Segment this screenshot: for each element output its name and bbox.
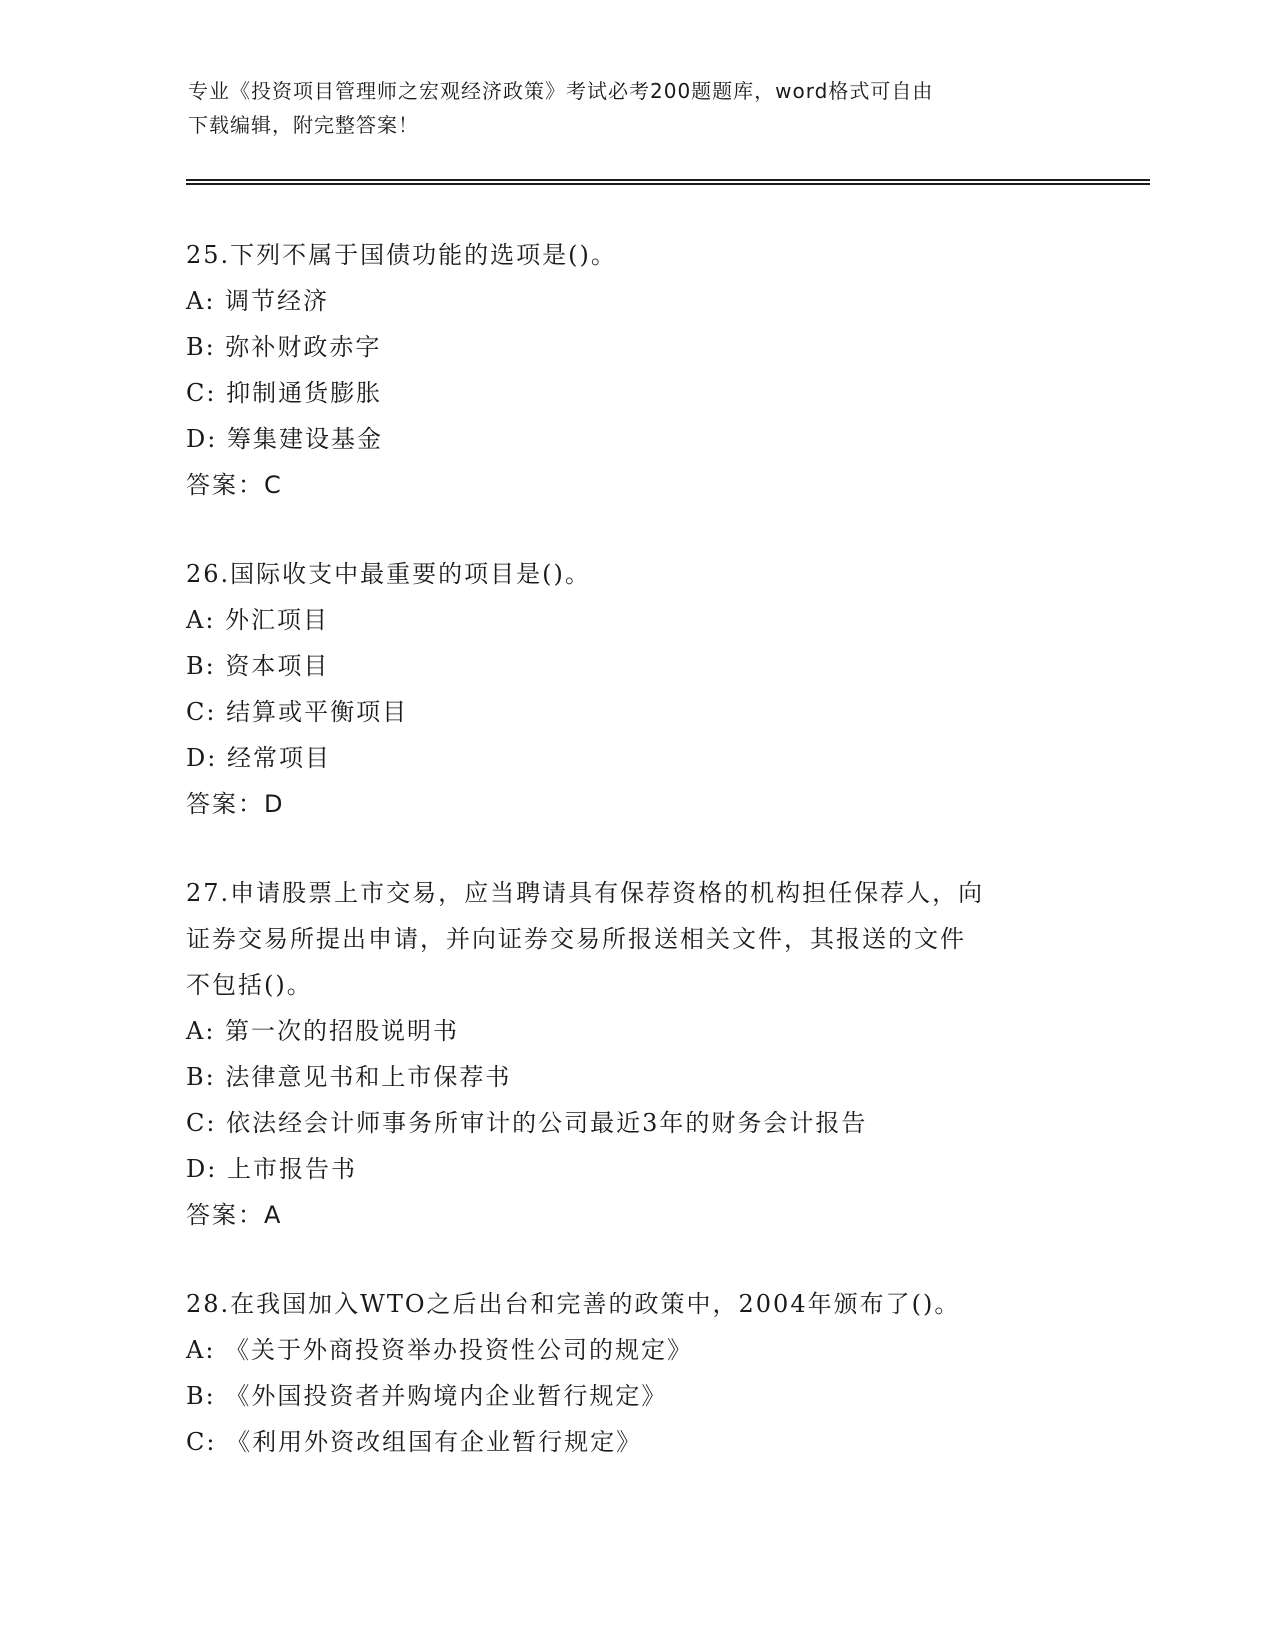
option-a: A: 调节经济 [186, 287, 330, 315]
option-b: B: 法律意见书和上市保荐书 [186, 1063, 512, 1091]
option-a: A: 第一次的招股说明书 [186, 1017, 460, 1045]
header-rule-top [186, 179, 1150, 181]
option-a: A: 《关于外商投资举办投资性公司的规定》 [186, 1336, 694, 1364]
option-d: D: 筹集建设基金 [186, 425, 383, 453]
header-rule-bottom [186, 183, 1150, 185]
question-stem: 25.下列不属于国债功能的选项是()。 [186, 241, 617, 269]
document-header [188, 74, 1068, 142]
answer-line: 答案：D [186, 790, 285, 818]
header-line-1: 专业《投资项目管理师之宏观经济政策》考试必考200题题库，word格式可自由 [188, 79, 934, 103]
option-c: C: 结算或平衡项目 [186, 698, 409, 726]
option-a: A: 外汇项目 [186, 606, 330, 634]
question-28 [186, 1281, 1086, 1465]
question-stem: 26.国际收支中最重要的项目是()。 [186, 560, 591, 588]
option-d: D: 上市报告书 [186, 1155, 357, 1183]
option-c: C: 依法经会计师事务所审计的公司最近3年的财务会计报告 [186, 1109, 868, 1137]
question-26 [186, 551, 1086, 827]
option-c: C: 《利用外资改组国有企业暂行规定》 [186, 1428, 643, 1456]
option-d: D: 经常项目 [186, 744, 331, 772]
question-stem-line-1: 27.申请股票上市交易，应当聘请具有保荐资格的机构担任保荐人，向 [186, 879, 985, 907]
question-25 [186, 232, 1086, 508]
question-stem-line-3: 不包括()。 [186, 971, 313, 999]
option-c: C: 抑制通货膨胀 [186, 379, 383, 407]
answer-line: 答案：C [186, 471, 283, 499]
header-line-2: 下载编辑，附完整答案！ [188, 113, 419, 137]
option-b: B: 资本项目 [186, 652, 330, 680]
question-stem: 28.在我国加入WTO之后出台和完善的政策中，2004年颁布了()。 [186, 1290, 961, 1318]
option-b: B: 《外国投资者并购境内企业暂行规定》 [186, 1382, 668, 1410]
question-stem-line-2: 证券交易所提出申请，并向证券交易所报送相关文件，其报送的文件 [186, 925, 966, 953]
question-27 [186, 870, 1086, 1238]
answer-line: 答案：A [186, 1201, 283, 1229]
option-b: B: 弥补财政赤字 [186, 333, 382, 361]
